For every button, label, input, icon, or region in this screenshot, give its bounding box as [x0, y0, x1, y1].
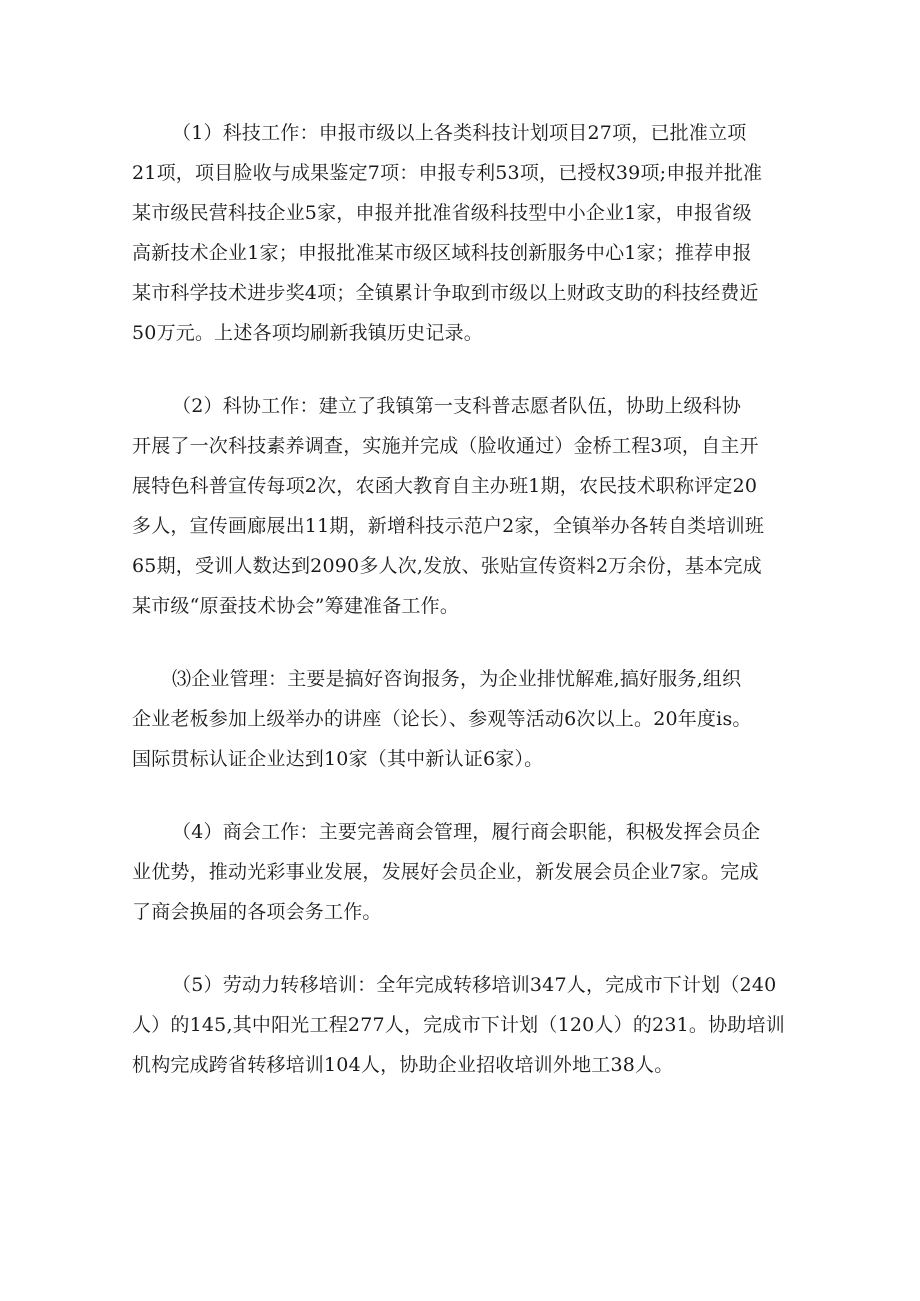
text-line: 机构完成跨省转移培训104人，协助企业招收培训外地工38人。	[132, 1054, 674, 1076]
text-line: 某市科学技术进步奖4项；全镇累计争取到市级以上财政支助的科技经费近	[132, 282, 759, 304]
text-line: 65期，受训人数达到2090多人次,发放、张贴宣传资料2万余份，基本完成	[132, 555, 762, 577]
paragraph-chamber-of-commerce	[132, 812, 796, 932]
text-line: 展特色科普宣传每项2次，农函大教育自主办班1期，农民技术职称评定20	[132, 475, 758, 497]
paragraph-enterprise-management	[132, 659, 796, 779]
text-line: 开展了一次科技素养调查，实施并完成（脸收通过）金桥工程3项，自主开	[132, 435, 759, 457]
text-line: 50万元。上述各项均刷新我镇历史记录。	[132, 322, 483, 344]
text-line: ⑶企业管理：主要是搞好咨询报务，为企业排忧解难,搞好服务,组织	[172, 668, 742, 690]
text-line: 多人，宣传画廊展出11期，新增科技示范户2家，全镇举办各转自类培训班	[132, 515, 765, 537]
paragraph-science-association	[132, 386, 796, 626]
text-line: 人）的145,其中阳光工程277人，完成市下计划（120人）的231。协助培训	[132, 1014, 785, 1036]
document-body	[132, 113, 796, 1118]
text-line: 某市级“原蚕技术协会”筹建准备工作。	[132, 595, 460, 617]
text-line: （1）科技工作：申报市级以上各类科技计划项目27项，已批准立项	[172, 122, 747, 144]
text-line: （4）商会工作：主要完善商会管理，履行商会职能，积极发挥会员企	[172, 821, 761, 843]
text-line: 企业老板参加上级举办的讲座（论长）、参观等活动6次以上。20年度is。	[132, 708, 752, 730]
text-line: 21项，项目脸收与成果鉴定7项：申报专利53项，已授权39项;申报并批准	[132, 162, 763, 184]
text-line: 某市级民营科技企业5家，申报并批准省级科技型中小企业1家，申报省级	[132, 202, 752, 224]
paragraph-labor-transfer-training	[132, 965, 796, 1085]
text-line: 业优势，推动光彩事业发展，发展好会员企业，新发展会员企业7家。完成	[132, 861, 759, 883]
text-line: 了商会换届的各项会务工作。	[132, 901, 382, 923]
paragraph-science-work	[132, 113, 796, 353]
text-line: 高新技术企业1家；申报批准某市级区域科技创新服务中心1家；推荐申报	[132, 242, 752, 264]
text-line: （5）劳动力转移培训：全年完成转移培训347人，完成市下计划（240	[172, 974, 777, 996]
text-line: 国际贯标认证企业达到10家（其中新认证6家）。	[132, 748, 544, 770]
text-line: （2）科协工作：建立了我镇第一支科普志愿者队伍，协助上级科协	[172, 395, 742, 417]
